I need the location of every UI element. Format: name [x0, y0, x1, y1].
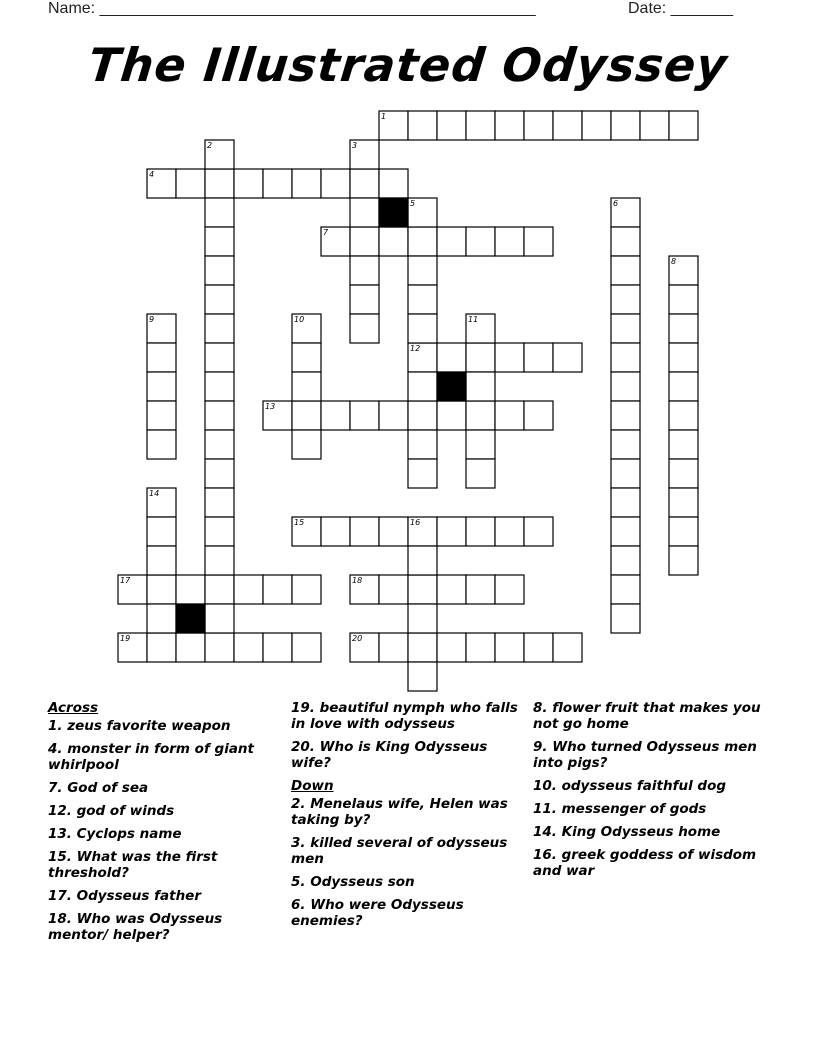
crossword-cell[interactable] [611, 430, 640, 459]
clue-down-6: 6. Who were Odysseus enemies? [291, 897, 464, 929]
clue-down-11: 11. messenger of gods [533, 801, 707, 817]
crossword-cell[interactable] [611, 401, 640, 430]
crossword-cell[interactable] [611, 575, 640, 604]
crossword-cell[interactable] [611, 285, 640, 314]
cell-number: 16 [410, 518, 421, 527]
crossword-cell[interactable] [495, 633, 524, 662]
clue-across-13: 13. Cyclops name [48, 826, 182, 842]
crossword-cell[interactable] [205, 227, 234, 256]
crossword-cell[interactable] [669, 314, 698, 343]
cell-number: 7 [323, 228, 329, 237]
crossword-cell[interactable] [379, 517, 408, 546]
crossword-cell[interactable] [437, 517, 466, 546]
crossword-cell[interactable] [524, 517, 553, 546]
crossword-cell[interactable] [263, 169, 292, 198]
crossword-cell[interactable] [437, 111, 466, 140]
crossword-cell[interactable] [205, 488, 234, 517]
cell-number: 1 [381, 112, 387, 121]
crossword-cell[interactable] [408, 256, 437, 285]
clues-column-2 [291, 700, 521, 936]
crossword-cell[interactable] [466, 111, 495, 140]
crossword-cell[interactable] [408, 314, 437, 343]
crossword-cell[interactable] [466, 401, 495, 430]
crossword-cell[interactable] [292, 633, 321, 662]
crossword-cell[interactable] [408, 575, 437, 604]
clue-across-19: 19. beautiful nymph who falls in love with odysseus [291, 700, 518, 732]
crossword-cell[interactable] [408, 227, 437, 256]
crossword-cell[interactable] [524, 227, 553, 256]
clue-across-17: 17. Odysseus father [48, 888, 201, 904]
crossword-cell[interactable] [147, 633, 176, 662]
crossword-cell[interactable] [437, 343, 466, 372]
across-heading: Across [48, 700, 99, 716]
crossword-cell[interactable] [292, 575, 321, 604]
crossword-cell[interactable] [205, 517, 234, 546]
crossword-cell[interactable] [669, 546, 698, 575]
crossword-cell[interactable] [205, 343, 234, 372]
crossword-cell[interactable] [292, 401, 321, 430]
crossword-cell[interactable] [466, 459, 495, 488]
crossword-cell[interactable] [466, 517, 495, 546]
crossword-cell[interactable] [553, 111, 582, 140]
crossword-cell[interactable] [611, 227, 640, 256]
crossword-cell[interactable] [437, 401, 466, 430]
crossword-cell[interactable] [408, 372, 437, 401]
clue-across-15: 15. What was the first threshold? [48, 849, 218, 881]
crossword-cell[interactable] [350, 169, 379, 198]
clue-across-4: 4. monster in form of giant whirlpool [48, 741, 255, 773]
crossword-cell[interactable] [466, 343, 495, 372]
cell-number: 13 [265, 402, 276, 411]
clue-down-16: 16. greek goddess of wisdom and war [533, 847, 757, 879]
crossword-cell[interactable] [350, 314, 379, 343]
crossword-cell[interactable] [669, 488, 698, 517]
crossword-cell[interactable] [669, 285, 698, 314]
clue-across-18: 18. Who was Odysseus mentor/ helper? [48, 911, 223, 943]
crossword-cell[interactable] [495, 575, 524, 604]
crossword-cell[interactable] [205, 256, 234, 285]
crossword-cell[interactable] [205, 575, 234, 604]
crossword-cell[interactable] [582, 111, 611, 140]
crossword-cell[interactable] [321, 517, 350, 546]
crossword-cell[interactable] [611, 111, 640, 140]
crossword-cell[interactable] [147, 575, 176, 604]
crossword-cell[interactable] [205, 169, 234, 198]
cell-number: 20 [352, 634, 363, 643]
crossword-cell[interactable] [147, 372, 176, 401]
crossword-cell[interactable] [408, 546, 437, 575]
crossword-cell[interactable] [611, 488, 640, 517]
crossword-cell[interactable] [379, 633, 408, 662]
crossword-cell[interactable] [611, 256, 640, 285]
crossword-cell[interactable] [466, 227, 495, 256]
crossword-cell[interactable] [147, 546, 176, 575]
clue-across-7: 7. God of sea [48, 780, 149, 796]
cell-number: 11 [468, 315, 479, 324]
crossword-cell[interactable] [466, 575, 495, 604]
crossword-cell[interactable] [147, 517, 176, 546]
crossword-cell[interactable] [205, 633, 234, 662]
crossword-cell[interactable] [553, 633, 582, 662]
crossword-cell[interactable] [466, 430, 495, 459]
clues-column-3 [533, 700, 773, 886]
clue-down-8: 8. flower fruit that makes you not go home [533, 700, 761, 732]
crossword-cell[interactable] [205, 430, 234, 459]
cell-number: 2 [207, 141, 213, 150]
crossword-cell[interactable] [176, 633, 205, 662]
clue-down-9: 9. Who turned Odysseus men into pigs? [533, 739, 757, 771]
crossword-cell[interactable] [147, 401, 176, 430]
crossword-cell[interactable] [234, 575, 263, 604]
cell-number: 5 [410, 199, 416, 208]
clue-down-3: 3. killed several of odysseus men [291, 835, 508, 867]
crossword-cell[interactable] [205, 314, 234, 343]
crossword-cell[interactable] [495, 227, 524, 256]
crossword-cell[interactable] [611, 343, 640, 372]
crossword-cell[interactable] [350, 256, 379, 285]
crossword-cell[interactable] [292, 169, 321, 198]
crossword-cell[interactable] [205, 604, 234, 633]
cell-number: 17 [120, 576, 131, 585]
crossword-cell[interactable] [524, 633, 553, 662]
crossword-cell[interactable] [611, 517, 640, 546]
crossword-cell[interactable] [611, 604, 640, 633]
crossword-cell[interactable] [669, 401, 698, 430]
crossword-cell[interactable] [495, 343, 524, 372]
crossword-black-cell [379, 198, 408, 227]
crossword-cell[interactable] [205, 372, 234, 401]
cell-number: 18 [352, 576, 363, 585]
clue-across-12: 12. god of winds [48, 803, 175, 819]
crossword-cell[interactable] [321, 401, 350, 430]
crossword-black-cell [176, 604, 205, 633]
crossword-cell[interactable] [379, 227, 408, 256]
crossword-cell[interactable] [321, 169, 350, 198]
crossword-cell[interactable] [408, 662, 437, 691]
crossword-cell[interactable] [437, 227, 466, 256]
page-title: The Illustrated Odyssey [85, 38, 731, 92]
crossword-cell[interactable] [408, 285, 437, 314]
clue-across-20: 20. Who is King Odysseus wife? [291, 739, 488, 771]
cell-number: 9 [149, 315, 155, 324]
crossword-cell[interactable] [147, 343, 176, 372]
crossword-black-cell [437, 372, 466, 401]
cell-number: 6 [613, 199, 619, 208]
clue-down-14: 14. King Odysseus home [533, 824, 721, 840]
crossword-cell[interactable] [408, 111, 437, 140]
crossword-cell[interactable] [292, 430, 321, 459]
crossword-cell[interactable] [524, 111, 553, 140]
crossword-cell[interactable] [408, 430, 437, 459]
cell-number: 4 [149, 170, 155, 179]
crossword-cell[interactable] [350, 227, 379, 256]
crossword-cell[interactable] [350, 285, 379, 314]
crossword-cell[interactable] [379, 169, 408, 198]
crossword-cell[interactable] [437, 633, 466, 662]
crossword-cell[interactable] [350, 401, 379, 430]
crossword-cell[interactable] [263, 575, 292, 604]
crossword-cell[interactable] [669, 459, 698, 488]
crossword-cell[interactable] [292, 343, 321, 372]
cell-number: 8 [671, 257, 677, 266]
clue-down-2: 2. Menelaus wife, Helen was taking by? [291, 796, 508, 828]
crossword-cell[interactable] [205, 285, 234, 314]
clue-down-10: 10. odysseus faithful dog [533, 778, 727, 794]
crossword-cell[interactable] [466, 633, 495, 662]
crossword-cell[interactable] [524, 343, 553, 372]
crossword-cell[interactable] [147, 604, 176, 633]
clue-across-1: 1. zeus favorite weapon [48, 718, 231, 734]
clues-column-1 [48, 700, 268, 950]
crossword-cell[interactable] [234, 169, 263, 198]
name-line: Name: _________________________________________________ [48, 0, 536, 17]
crossword-cell[interactable] [669, 430, 698, 459]
crossword-cell[interactable] [524, 401, 553, 430]
crossword-cell[interactable] [292, 372, 321, 401]
crossword-cell[interactable] [611, 372, 640, 401]
crossword-cell[interactable] [553, 343, 582, 372]
crossword-cell[interactable] [234, 633, 263, 662]
crossword-cell[interactable] [408, 401, 437, 430]
date-line: Date: _______ [628, 0, 733, 17]
cell-number: 3 [352, 141, 358, 150]
crossword-cell[interactable] [379, 401, 408, 430]
crossword-cell[interactable] [263, 633, 292, 662]
cell-number: 19 [120, 634, 131, 643]
cell-number: 12 [410, 344, 421, 353]
crossword-cell[interactable] [640, 111, 669, 140]
crossword-cell[interactable] [379, 575, 408, 604]
cell-number: 14 [149, 489, 160, 498]
crossword-cell[interactable] [495, 401, 524, 430]
cell-number: 15 [294, 518, 305, 527]
crossword-cell[interactable] [147, 430, 176, 459]
crossword-cell[interactable] [408, 604, 437, 633]
crossword-cell[interactable] [669, 111, 698, 140]
crossword-cell[interactable] [611, 459, 640, 488]
crossword-cell[interactable] [408, 633, 437, 662]
crossword-cell[interactable] [611, 314, 640, 343]
crossword-cell[interactable] [408, 459, 437, 488]
crossword-cell[interactable] [437, 575, 466, 604]
crossword-cell[interactable] [205, 401, 234, 430]
cell-number: 10 [294, 315, 305, 324]
crossword-cell[interactable] [205, 198, 234, 227]
crossword-cell[interactable] [495, 517, 524, 546]
clue-down-5: 5. Odysseus son [291, 874, 415, 890]
crossword-cell[interactable] [350, 517, 379, 546]
crossword-cell[interactable] [176, 575, 205, 604]
crossword-cell[interactable] [205, 546, 234, 575]
down-heading: Down [291, 778, 334, 794]
crossword-cell[interactable] [466, 372, 495, 401]
crossword-cell[interactable] [176, 169, 205, 198]
crossword-cell[interactable] [669, 372, 698, 401]
crossword-cell[interactable] [669, 343, 698, 372]
crossword-cell[interactable] [350, 198, 379, 227]
crossword-cell[interactable] [611, 546, 640, 575]
crossword-cell[interactable] [495, 111, 524, 140]
crossword-cell[interactable] [669, 517, 698, 546]
crossword-cell[interactable] [205, 459, 234, 488]
